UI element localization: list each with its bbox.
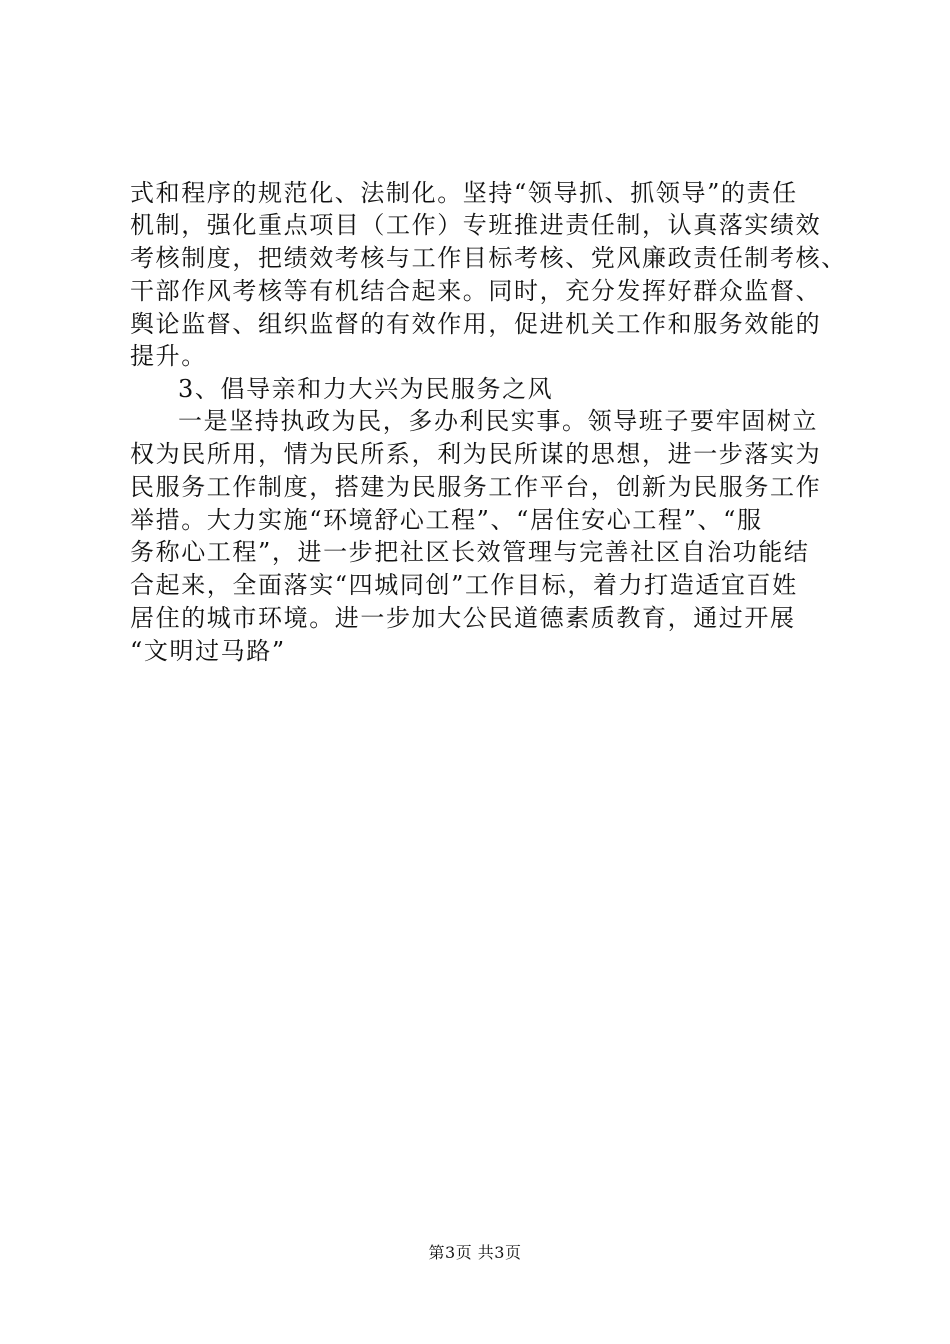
- body-text-line: 民服务工作制度，搭建为民服务工作平台，创新为民服务工作: [130, 473, 822, 501]
- body-text-line: 式和程序的规范化、法制化。坚持“领导抓、抓领导”的责任: [130, 179, 798, 207]
- body-text-line: 机制，强化重点项目（工作）专班推进责任制，认真落实绩效: [130, 211, 822, 239]
- body-text-line: 务称心工程”，进一步把社区长效管理与完善社区自治功能结: [130, 538, 810, 566]
- section-heading: 3、倡导亲和力大兴为民服务之风: [178, 375, 554, 403]
- body-text-line: 一是坚持执政为民，多办利民实事。领导班子要牢固树立: [178, 407, 818, 435]
- body-text-line: 举措。大力实施“环境舒心工程”、“居住安心工程”、“服: [130, 506, 763, 534]
- page-number-footer: 第3页 共3页: [428, 1243, 522, 1262]
- body-text-line: 考核制度，把绩效考核与工作目标考核、党风廉政责任制考核、: [130, 244, 847, 272]
- body-text-line: 居住的城市环境。进一步加大公民道德素质教育，通过开展: [130, 604, 796, 632]
- body-text-line: 权为民所用，情为民所系，利为民所谋的思想，进一步落实为: [130, 440, 822, 468]
- body-text-line: 提升。: [130, 342, 207, 370]
- body-text-line: 合起来，全面落实“四城同创”工作目标，着力打造适宜百姓: [130, 571, 798, 599]
- body-text-line: 干部作风考核等有机结合起来。同时，充分发挥好群众监督、: [130, 277, 822, 305]
- body-text-line: 舆论监督、组织监督的有效作用，促进机关工作和服务效能的: [130, 310, 822, 338]
- body-text-line: “文明过马路”: [130, 637, 286, 665]
